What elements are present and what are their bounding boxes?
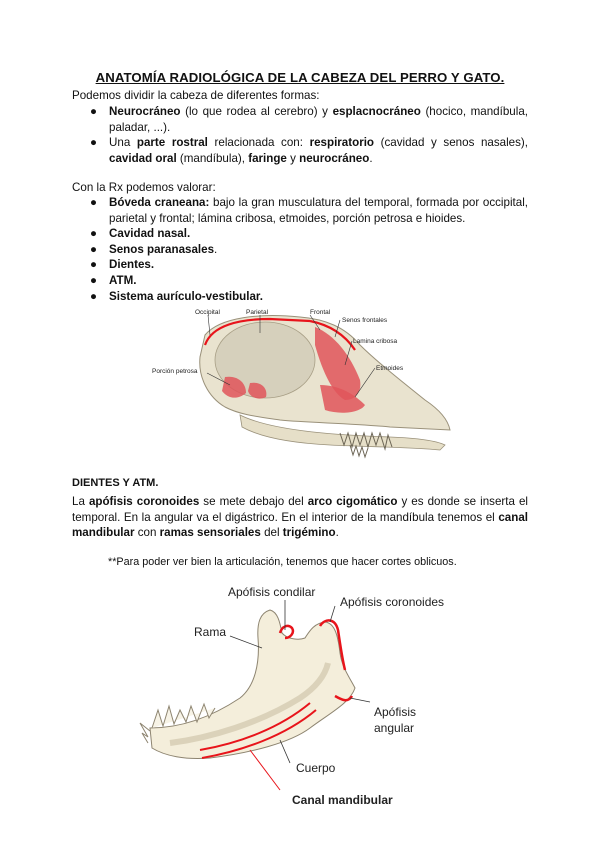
intro-text: Podemos dividir la cabeza de diferentes formas: bbox=[72, 89, 320, 102]
label-apofisis-angular-2: angular bbox=[374, 721, 415, 735]
rx-item: ● Cavidad nasal. bbox=[90, 227, 191, 241]
bullet-icon: ● bbox=[90, 242, 98, 256]
label-canal-mandibular: Canal mandibular bbox=[292, 793, 393, 807]
mandible-figure bbox=[130, 578, 460, 810]
rx-item: ● Dientes. bbox=[90, 258, 155, 272]
rx-list bbox=[90, 195, 528, 304]
page-title: ANATOMÍA RADIOLÓGICA DE LA CABEZA DEL PERRO Y GATO. bbox=[95, 70, 505, 85]
label-apofisis-angular-1: Apófisis bbox=[374, 705, 417, 719]
label-lamina-cribosa: Lamina cribosa bbox=[353, 338, 398, 345]
rx-item: ● ATM. bbox=[90, 273, 137, 287]
label-etmoides: Etmoides bbox=[376, 365, 404, 372]
skull-lower-teeth bbox=[350, 445, 368, 457]
leader-line bbox=[280, 740, 290, 763]
leader-line-red bbox=[250, 750, 280, 790]
section2-title: DIENTES Y ATM. bbox=[72, 477, 159, 489]
mandible-front-teeth bbox=[140, 723, 150, 743]
label-rama: Rama bbox=[194, 625, 227, 639]
leader-line bbox=[230, 636, 262, 648]
bullet-icon: ● bbox=[90, 289, 98, 303]
skull-figure bbox=[150, 305, 460, 465]
label-frontal: Frontal bbox=[310, 309, 331, 316]
label-porcion-petrosa: Porción petrosa bbox=[152, 368, 198, 375]
leader-line bbox=[330, 606, 335, 622]
rx-item: ● Senos paranasales. bbox=[90, 242, 218, 256]
division-list bbox=[90, 104, 528, 166]
rx-intro-text: Con la Rx podemos valorar: bbox=[72, 181, 216, 194]
division-item: ● Una parte rostral relacionada con: respiratorio (cavidad y senos nasales), cavidad oral (mandíbula), faringe y neurocráneo. bbox=[90, 136, 529, 165]
bullet-icon: ● bbox=[90, 136, 98, 150]
label-parietal: Parietal bbox=[246, 309, 269, 316]
bullet-icon: ● bbox=[90, 105, 98, 118]
rx-item: ● Sistema aurículo-vestibular. bbox=[90, 289, 263, 303]
division-item: ● Neurocráneo (lo que rodea al cerebro) y esplacnocráneo (hocico, mandíbula, paladar, ...). bbox=[90, 105, 528, 134]
bullet-icon: ● bbox=[90, 227, 98, 241]
label-senos-frontales: Senos frontales bbox=[342, 317, 388, 324]
label-apofisis-coronoides: Apófisis coronoides bbox=[340, 595, 445, 609]
bullet-icon: ● bbox=[90, 258, 98, 272]
section2-paragraph: La apófisis coronoides se mete debajo del arco cigomático y es donde se inserta el temporal. En la angular va el digástrico. En el interior de la mandíbula tenemos el canal mandibular con ramas sensoriales del trigémino. bbox=[72, 495, 528, 540]
label-cuerpo: Cuerpo bbox=[296, 761, 336, 775]
rx-item: ● Bóveda craneana: bajo la gran musculatura del temporal, formada por occipital, parietal y frontal; lámina cribosa, etmoides, porción petrosa e hioides. bbox=[90, 196, 528, 225]
bullet-icon: ● bbox=[90, 196, 98, 209]
bullet-icon: ● bbox=[90, 273, 98, 287]
leader-line bbox=[350, 698, 370, 702]
label-apofisis-condilar: Apófisis condilar bbox=[228, 585, 316, 599]
label-occipital: Occipital bbox=[195, 309, 220, 316]
note-text: **Para poder ver bien la articulación, tenemos que hacer cortes oblicuos. bbox=[108, 556, 457, 568]
